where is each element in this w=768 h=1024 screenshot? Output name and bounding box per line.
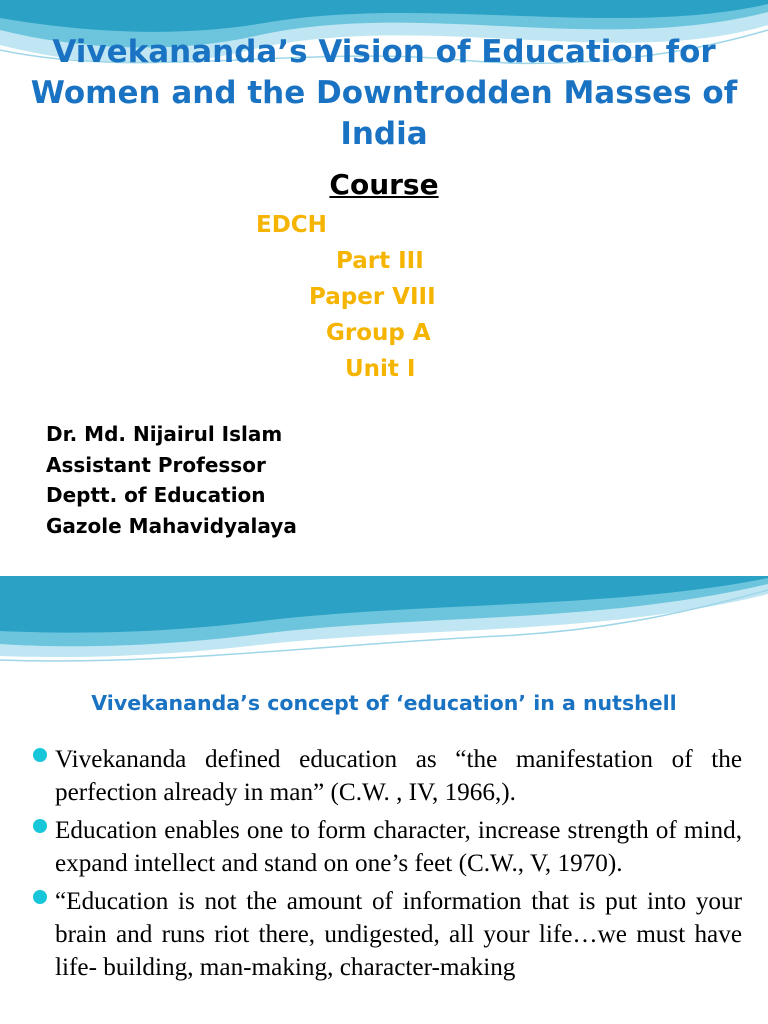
bullet-dot-icon bbox=[33, 890, 47, 904]
bullet-dot-icon bbox=[33, 819, 47, 833]
bullet-text: “Education is not the amount of information that is put into your brain and runs riot there, undigested, all your life…we must have life- building, man-making, character-making bbox=[55, 888, 742, 981]
course-unit: Unit I bbox=[345, 356, 416, 382]
author-institution: Gazole Mahavidyalaya bbox=[46, 513, 297, 538]
bullet-text: Education enables one to form character, increase strength of mind, expand intellect and stand on one’s feet (C.W., V, 1970). bbox=[55, 817, 742, 877]
course-part: Part III bbox=[336, 248, 424, 274]
slide-2-heading: Vivekananda’s concept of ‘education’ in a nutshell bbox=[91, 691, 677, 715]
list-item bbox=[30, 885, 742, 984]
bullet-text: Vivekananda defined education as “the manifestation of the perfection already in man” (C.W. , IV, 1966,). bbox=[55, 746, 742, 806]
author-name: Dr. Md. Nijairul Islam bbox=[46, 422, 283, 446]
list-item bbox=[30, 814, 742, 880]
course-paper: Paper VIII bbox=[309, 284, 436, 310]
author-block bbox=[46, 419, 297, 541]
course-heading: Course bbox=[329, 168, 439, 201]
author-designation: Assistant Professor bbox=[46, 452, 266, 477]
slide-title: Vivekananda’s Vision of Education for Women and the Downtrodden Masses of India bbox=[30, 34, 738, 152]
bullet-dot-icon bbox=[33, 748, 47, 762]
author-department: Deptt. of Education bbox=[46, 483, 266, 507]
course-code: EDCH bbox=[256, 212, 327, 238]
course-group: Group A bbox=[326, 320, 431, 346]
list-item bbox=[30, 743, 742, 809]
wave-decoration bbox=[0, 576, 768, 666]
bullet-list bbox=[30, 743, 742, 989]
